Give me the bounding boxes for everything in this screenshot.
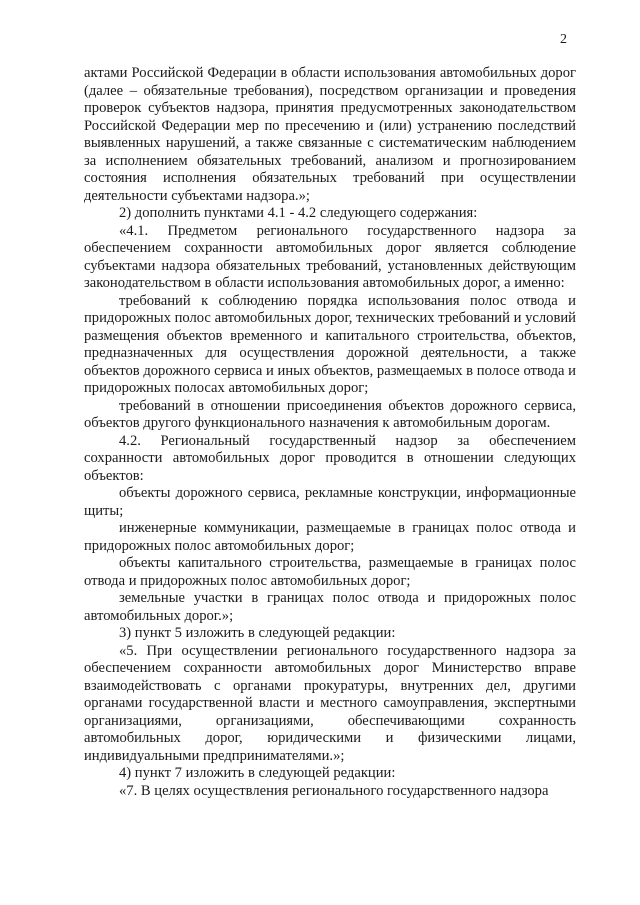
- paragraph-13: 4) пункт 7 изложить в следующей редакции:: [119, 765, 396, 781]
- paragraph-11: 3) пункт 5 изложить в следующей редакции:: [119, 625, 396, 641]
- paragraph-14: «7. В целях осуществления регионального государственного надзора: [119, 782, 549, 799]
- paragraph-8: инженерные коммуникации, размещаемые в границах полос отвода и придорожных полос автомобильных дорог;: [84, 520, 576, 554]
- paragraph-2: 2) дополнить пунктами 4.1 - 4.2 следующего содержания:: [119, 205, 478, 221]
- page-number: 2: [560, 32, 567, 47]
- paragraph-3: «4.1. Предметом регионального государственного надзора за обеспечением сохранности автомобильных дорог является соблюдение субъектами надзора обязательных требований, установленных действующим законодательством в области использования автомобильных дорог, а именно:: [84, 222, 576, 291]
- paragraph-9: объекты капитального строительства, размещаемые в границах полос отвода и придорожных полос автомобильных дорог;: [84, 555, 576, 589]
- paragraph-5: требований в отношении присоединения объектов дорожного сервиса, объектов другого функционального назначения к автомобильным дорогам.: [84, 397, 576, 431]
- paragraph-10: земельные участки в границах полос отвода и придорожных полос автомобильных дорог.»;: [84, 590, 576, 624]
- paragraph-7: объекты дорожного сервиса, рекламные конструкции, информационные щиты;: [84, 485, 576, 519]
- paragraph-4: требований к соблюдению порядка использования полос отвода и придорожных полос автомобильных дорог, технических требований и условий размещения объектов временного и капитального строительства, объектов, предназначенных для осуществления дорожной деятельности, а также объектов дорожного сервиса и иных объектов, размещаемых в полосе отвода и придорожных полосах автомобильных дорог;: [84, 292, 576, 396]
- paragraph-12: «5. При осуществлении регионального государственного надзора за обеспечением сохранности автомобильных дорог Министерство вправе взаимодействовать с органами прокуратуры, внутренних дел, другими органами государственной власти и местного самоуправления, экспертными организациями, организациями, обеспечивающими сохранность автомобильных дорог, юридическими и физическими лицами, индивидуальными предпринимателями.»;: [84, 642, 576, 764]
- paragraph-1: актами Российской Федерации в области использования автомобильных дорог (далее – обязательные требования), посредством организации и проведения проверок субъектов надзора, принятия предусмотренных законодательством Российской Федерации мер по пресечению и (или) устранению последствий выявленных нарушений, а также связанные с систематическим наблюдением за исполнением обязательных требований, анализом и прогнозированием состояния исполнения обязательных требований при осуществлении деятельности субъектами надзора.»;: [84, 65, 576, 204]
- paragraph-6: 4.2. Региональный государственный надзор за обеспечением сохранности автомобильных дорог проводится в отношении следующих объектов:: [84, 432, 576, 484]
- document-body: [84, 65, 576, 800]
